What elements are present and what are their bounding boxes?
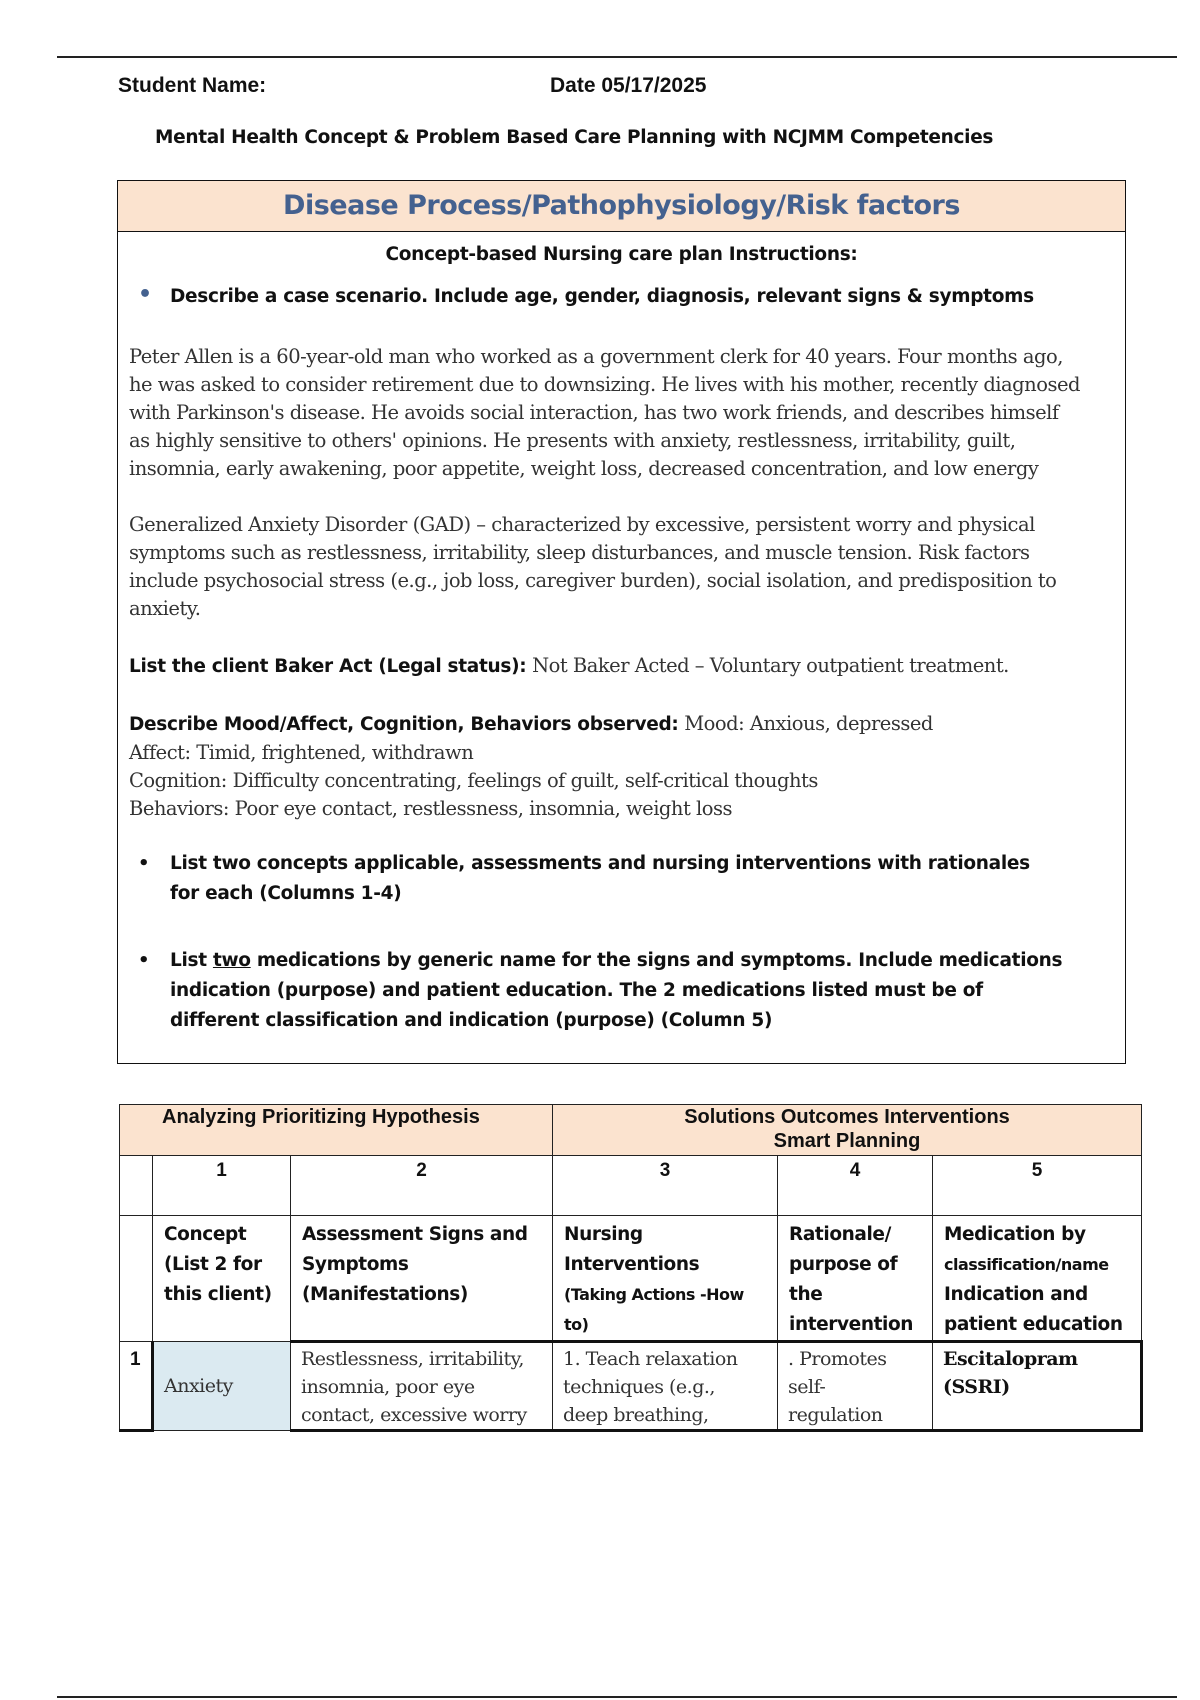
scenario-line: with Parkinson's disease. He avoids social interaction, has two work friends, and describes himself — [129, 401, 1059, 424]
cognition-line: Cognition: Difficulty concentrating, feelings of guilt, self-critical thoughts — [129, 769, 818, 792]
header-line: Concept — [164, 1224, 247, 1245]
diagnosis-line: include psychosocial stress (e.g., job loss, caregiver burden), social isolation, and predisposition to — [129, 569, 1057, 592]
bullet-text: different classification and indication (purpose) (Column 5) — [170, 1010, 773, 1031]
header-line: the — [789, 1284, 823, 1305]
bullet-text: List — [170, 950, 213, 971]
diagnosis-line: anxiety. — [129, 597, 201, 620]
scenario-line: insomnia, early awakening, poor appetite, weight loss, decreased concentration, and low energy — [129, 457, 1039, 480]
header-line: Medication by — [944, 1224, 1086, 1245]
bullet-text: Describe a case scenario. Include age, gender, diagnosis, relevant signs & symptoms — [170, 286, 1034, 307]
header-line: patient education — [944, 1314, 1123, 1335]
affect-line: Affect: Timid, frightened, withdrawn — [129, 741, 474, 764]
header-line: (Manifestations) — [302, 1284, 468, 1305]
concept-cell: Anxiety — [153, 1342, 291, 1431]
cell-line: deep breathing, — [563, 1404, 709, 1426]
mood-label: Describe Mood/Affect, Cognition, Behaviors observed: — [129, 714, 679, 735]
header-concept — [153, 1216, 291, 1342]
bullet-text: List two concepts applicable, assessments and nursing interventions with rationales — [170, 853, 1030, 874]
group-header-line: Smart Planning — [773, 1130, 921, 1152]
header-line: Nursing — [564, 1224, 643, 1245]
bullet-underlined-text: two — [212, 950, 251, 971]
scenario-line: Peter Allen is a 60-year-old man who worked as a government clerk for 40 years. Four months ago, — [129, 345, 1063, 368]
header-line: (List 2 for — [164, 1254, 262, 1275]
case-scenario — [129, 343, 1114, 483]
legal-status-label: List the client Baker Act (Legal status): — [129, 656, 527, 677]
cell-line: Escitalopram — [943, 1348, 1078, 1370]
diagnosis-line: Generalized Anxiety Disorder (GAD) – characterized by excessive, persistent worry and physical — [129, 513, 1035, 536]
header-medication — [933, 1216, 1142, 1342]
legal-status-value: Not Baker Acted – Voluntary outpatient treatment. — [526, 654, 1009, 677]
instruction-bullet-concepts — [138, 849, 1030, 909]
table-row — [120, 1342, 1142, 1431]
cell-line: insomnia, poor eye — [301, 1376, 475, 1398]
header-line: this client) — [164, 1284, 272, 1305]
mood-affect-observations — [129, 710, 1114, 823]
intervention-cell — [553, 1342, 778, 1431]
header-line: Symptoms — [302, 1254, 409, 1275]
scenario-line: as highly sensitive to others' opinions. He presents with anxiety, restlessness, irritability, guilt, — [129, 429, 1016, 452]
instruction-bullet-medications — [138, 946, 1063, 1036]
cell-line: regulation — [788, 1404, 883, 1426]
bullet-icon: • — [138, 282, 152, 307]
header-nursing-interventions — [553, 1216, 778, 1342]
column-number: 1 — [153, 1156, 291, 1216]
bullet-text: indication (purpose) and patient education. The 2 medications listed must be of — [170, 980, 983, 1001]
section-header — [118, 181, 1125, 232]
header-line: intervention — [789, 1314, 914, 1335]
cell-line: contact, excessive worry — [301, 1404, 527, 1426]
header-assessment — [291, 1216, 553, 1342]
bottom-rule — [57, 1696, 1177, 1698]
student-name-label: Student Name: — [118, 74, 267, 97]
medication-cell — [933, 1342, 1142, 1431]
header-line: Interventions — [564, 1254, 700, 1275]
cell-line: (SSRI) — [943, 1376, 1010, 1398]
column-number: 3 — [553, 1156, 778, 1216]
table-group-header-row — [120, 1105, 1142, 1156]
cell-line: techniques (e.g., — [563, 1376, 715, 1398]
cell-line: 1. Teach relaxation — [563, 1348, 738, 1370]
column-number-row — [120, 1156, 1142, 1216]
care-plan-table — [119, 1104, 1143, 1432]
group-header-analyzing: Analyzing Prioritizing Hypothesis — [120, 1105, 553, 1156]
bullet-text: medications by generic name for the signs and symptoms. Include medications — [250, 950, 1063, 971]
diagnosis-line: symptoms such as restlessness, irritability, sleep disturbances, and muscle tension. Risk factors — [129, 541, 1030, 564]
scenario-line: he was asked to consider retirement due to downsizing. He lives with his mother, recently diagnosed — [129, 373, 1080, 396]
cell-line: Restlessness, irritability, — [301, 1348, 524, 1370]
top-rule — [57, 56, 1177, 58]
mood-value: Mood: Anxious, depressed — [678, 712, 933, 735]
header-line: Rationale/ — [789, 1224, 891, 1245]
cell-line: . Promotes — [788, 1348, 887, 1370]
blank-cell — [120, 1156, 153, 1216]
group-header-solutions — [553, 1105, 1142, 1156]
assessment-cell — [291, 1342, 553, 1431]
rationale-cell — [778, 1342, 933, 1431]
date-label: Date 05/17/2025 — [550, 74, 707, 97]
instructions-title: Concept-based Nursing care plan Instructions: — [385, 244, 858, 265]
row-number: 1 — [120, 1342, 153, 1431]
document-subtitle: Mental Health Concept & Problem Based Care Planning with NCJMM Competencies — [155, 127, 994, 148]
diagnosis-description — [129, 511, 1114, 623]
legal-status — [129, 652, 1114, 681]
column-header-row — [120, 1216, 1142, 1342]
instruction-bullet-scenario — [138, 282, 1034, 312]
cell-line: self- — [788, 1376, 826, 1398]
bullet-text: for each (Columns 1-4) — [170, 883, 402, 904]
blank-cell — [120, 1216, 153, 1342]
bullet-icon: • — [138, 853, 150, 874]
behaviors-line: Behaviors: Poor eye contact, restlessness, insomnia, weight loss — [129, 797, 732, 820]
column-number: 4 — [778, 1156, 933, 1216]
bullet-icon: • — [138, 950, 150, 971]
header-line: classification/name — [944, 1255, 1109, 1274]
column-number: 2 — [291, 1156, 553, 1216]
section-title: Disease Process/Pathophysiology/Risk factors — [283, 190, 960, 221]
group-header-line: Solutions Outcomes Interventions — [684, 1106, 1010, 1128]
disease-process-section — [117, 180, 1126, 1064]
header-line: purpose of — [789, 1254, 898, 1275]
header-rationale — [778, 1216, 933, 1342]
header-line: Assessment Signs and — [302, 1224, 528, 1245]
header-line: Indication and — [944, 1284, 1088, 1305]
header-line: to) — [564, 1315, 589, 1334]
header-line: (Taking Actions -How — [564, 1285, 744, 1304]
column-number: 5 — [933, 1156, 1142, 1216]
